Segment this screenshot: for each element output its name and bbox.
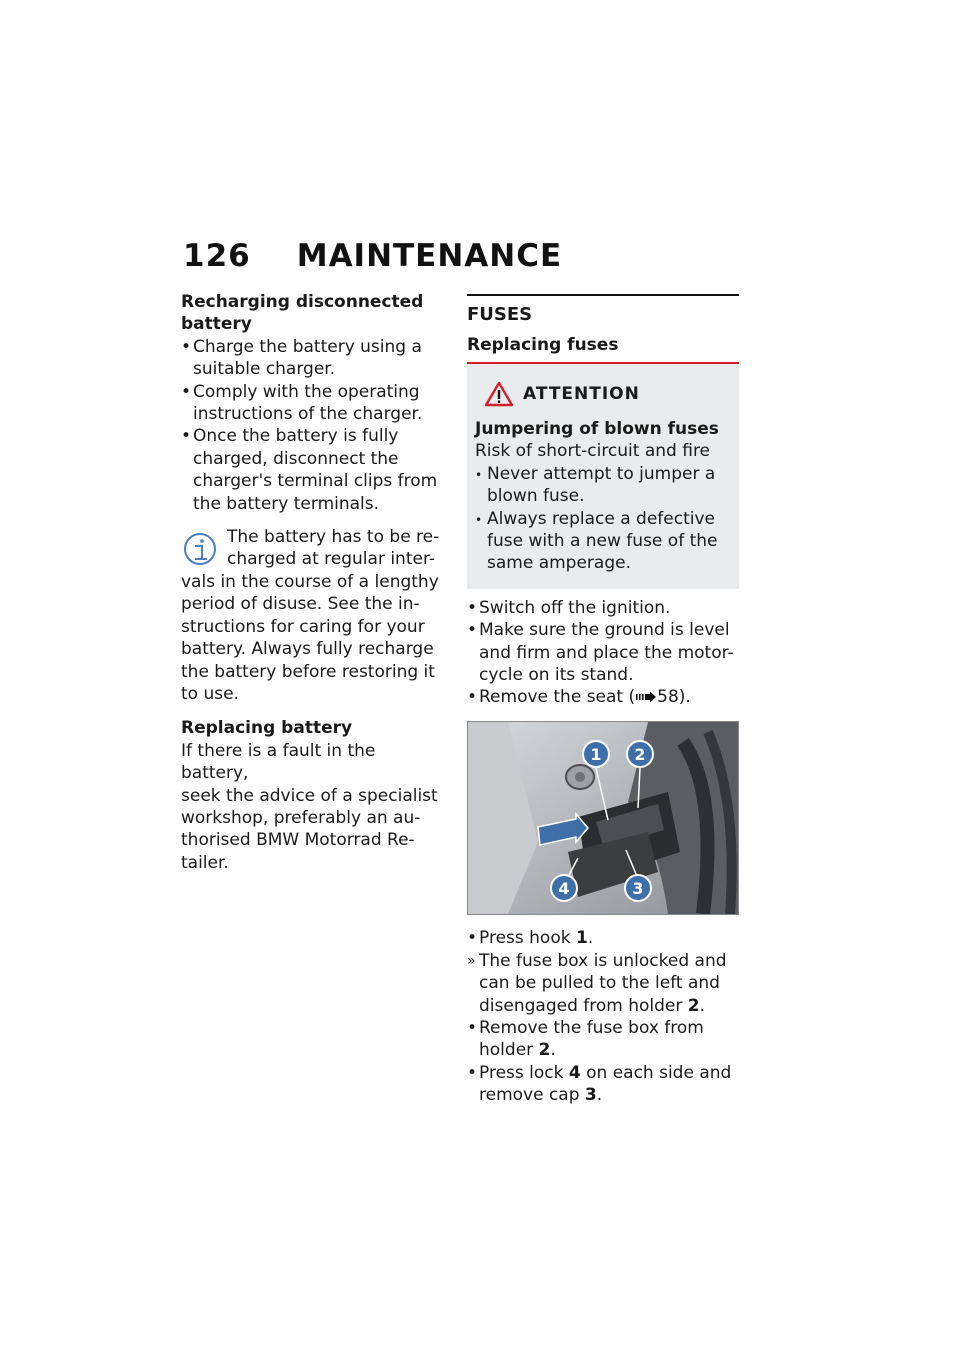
svg-text:2: 2 <box>634 744 646 764</box>
section-rule <box>467 294 739 296</box>
callout-4 <box>551 875 577 901</box>
callout-3 <box>625 875 651 901</box>
list-item: • Remove the seat ( 58). <box>467 686 739 708</box>
svg-text:4: 4 <box>558 878 570 898</box>
prep-steps <box>467 597 739 709</box>
list-item: • Make sure the ground is level and firm and place the motor- cycle on its stand. <box>467 619 739 686</box>
fuses-title: FUSES <box>467 304 533 325</box>
page-number: 126 <box>183 238 251 274</box>
list-item: • Comply with the operating instructions of the charger. <box>181 381 441 426</box>
list-item: • Never attempt to jumper a blown fuse. <box>475 463 731 508</box>
replacing-battery-heading: Replacing battery <box>181 718 353 739</box>
section-title: MAINTENANCE <box>296 238 563 274</box>
info-note: The battery has to be re- charged at regular inter- vals in the course of a lengthy period of disuse. See the in- structions for caring for your battery. Always fully recharge the battery before restoring it to use. <box>181 527 440 704</box>
page-reference-arrow-icon <box>635 691 657 703</box>
attention-risk: Risk of short-circuit and fire <box>475 441 711 462</box>
recharge-steps <box>181 336 441 515</box>
attention-list <box>475 463 731 575</box>
callout-2 <box>627 741 653 767</box>
list-item: • Press hook 1. <box>467 927 739 949</box>
right-column <box>467 294 739 1107</box>
recharge-heading: Recharging disconnected battery <box>181 292 424 335</box>
attention-box <box>467 364 739 589</box>
fuse-box-photo <box>467 721 739 915</box>
fuse-steps <box>467 927 739 1106</box>
list-item: • Always replace a defective fuse with a new fuse of the same amperage. <box>475 508 731 575</box>
list-item: • Switch off the ignition. <box>467 597 739 619</box>
replacing-battery-text: If there is a fault in the battery, seek the advice of a specialist workshop, preferably an au- thorised BMW Motorrad Re- tailer. <box>181 740 438 873</box>
info-icon <box>181 530 219 568</box>
list-item: • Remove the fuse box from holder 2. <box>467 1017 739 1062</box>
callout-1 <box>583 741 609 767</box>
attention-heading: Jumpering of blown fuses <box>475 419 719 439</box>
svg-text:3: 3 <box>632 878 644 898</box>
warning-triangle-icon <box>485 381 513 407</box>
svg-text:1: 1 <box>590 744 602 764</box>
result-item: » The fuse box is unlocked and can be pulled to the left and disengaged from holder 2. <box>467 950 739 1017</box>
list-item: • Press lock 4 on each side and remove cap 3. <box>467 1062 739 1107</box>
replacing-fuses-heading: Replacing fuses <box>467 335 619 355</box>
page-header <box>183 238 562 282</box>
left-column <box>181 291 441 874</box>
list-item: • Once the battery is fully charged, disconnect the charger's terminal clips from the battery terminals. <box>181 425 441 515</box>
attention-label: ATTENTION <box>523 383 640 404</box>
list-item: • Charge the battery using a suitable charger. <box>181 336 441 381</box>
